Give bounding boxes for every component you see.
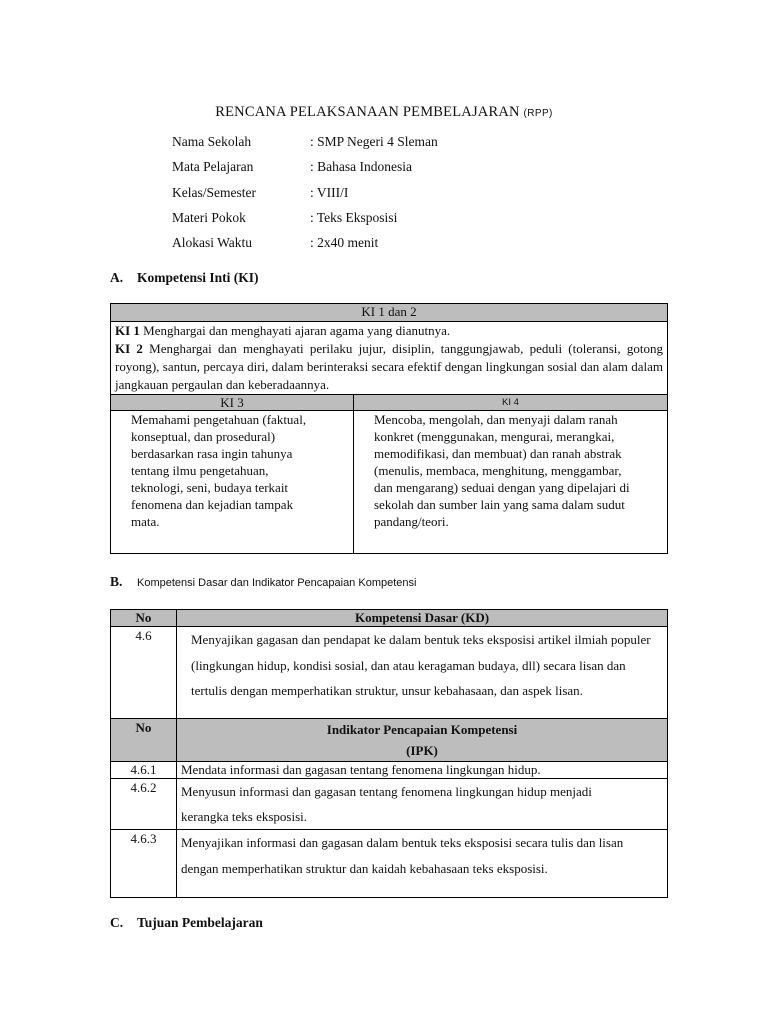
- section-title: Tujuan Pembelajaran: [137, 915, 263, 930]
- title-suffix: (RPP): [523, 108, 553, 119]
- ipk-text: Menyusun informasi dan gagasan tentang fenomena lingkungan hidup menjadi kerangka teks eksposisi.: [177, 779, 668, 830]
- ipk-row: [111, 762, 668, 779]
- col-no-header: No: [111, 610, 177, 627]
- ki4-header: KI 4: [354, 395, 668, 411]
- identity-row: [172, 134, 438, 159]
- ki-header-row: [111, 304, 668, 322]
- ki-table: [110, 303, 668, 554]
- ipk-header-line2: (IPK): [406, 743, 438, 758]
- ki12-body-row: [111, 322, 668, 395]
- section-a-heading: [110, 270, 259, 286]
- col-kd-header: Kompetensi Dasar (KD): [177, 610, 668, 627]
- section-c-heading: [110, 915, 263, 931]
- ki4-text: Mencoba, mengolah, dan menyaji dalam ranah konkret (menggunakan, mengurai, merangkai, memodifikasi, dan membuat) dan ranah abstrak (menulis, membaca, menghitung, menggambar, dan mengarang) seduai dengan yang dipelajari di sekolah dan sumber lain yang sama dalam sudut pandang/teori.: [354, 411, 668, 554]
- identity-label: Materi Pokok: [172, 209, 246, 225]
- ki1-text: Menghargai dan menghayati ajaran agama yang dianutnya.: [139, 323, 451, 338]
- section-title: Kompetensi Dasar dan Indikator Pencapaian Kompetensi: [137, 577, 417, 589]
- ki2-line: [115, 340, 663, 394]
- ipk-no: 4.6.2: [111, 779, 177, 830]
- ki34-body-row: [111, 411, 668, 554]
- col-no2-header: No: [111, 719, 177, 762]
- identity-block: [172, 134, 438, 260]
- section-letter: A.: [110, 270, 124, 285]
- identity-label: Nama Sekolah: [172, 134, 252, 149]
- section-letter: C.: [110, 915, 124, 930]
- ipk-header-row: [111, 719, 668, 762]
- identity-value: : VIII/I: [310, 184, 349, 200]
- ki1-label: KI 1: [115, 323, 140, 338]
- ipk-no: 4.6.1: [111, 762, 177, 779]
- identity-label: Kelas/Semester: [172, 184, 256, 200]
- ipk-header-line1: Indikator Pencapaian Kompetensi: [326, 722, 518, 737]
- kd-row: [111, 627, 668, 719]
- ipk-text: Menyajikan informasi dan gagasan dalam bentuk teks eksposisi secara tulis dan lisan dengan memperhatikan struktur dan kaidah kebahasaan teks eksposisi.: [177, 830, 668, 898]
- identity-row: [172, 210, 438, 235]
- document-title: [0, 104, 768, 121]
- identity-label: Alokasi Waktu: [172, 235, 253, 251]
- ipk-text: Mendata informasi dan gagasan tentang fenomena lingkungan hidup.: [177, 762, 668, 779]
- identity-row: [172, 235, 438, 260]
- identity-row: [172, 185, 438, 210]
- ki2-text: Menghargai dan menghayati perilaku jujur, disiplin, tanggungjawab, peduli (toleransi, gotong royong), santun, percaya diri, dalam berinteraksi secara efektif dengan lingkungan sosial dan alam dalam jangkauan pergaulan dan keberadaannya.: [115, 341, 663, 392]
- title-main: RENCANA PELAKSANAAN PEMBELAJARAN: [215, 104, 520, 120]
- ki2-label: KI 2: [115, 341, 143, 356]
- ki3-text: Memahami pengetahuan (faktual, konseptual, dan prosedural) berdasarkan rasa ingin tahunya tentang ilmu pengetahuan, teknologi, seni, budaya terkait fenomena dan kejadian tampak mata.: [111, 411, 354, 554]
- kd-text-body: Menyajikan gagasan dan pendapat ke dalam bentuk teks eksposisi artikel ilmiah populer (lingkungan hidup, kondisi sosial, dan atau keragaman budaya, dll) secara lisan dan tertulis dengan memperhatikan struktur, unsur kebahasaan, dan aspek lisan.: [191, 632, 651, 698]
- section-b-heading: [110, 574, 416, 590]
- section-title: Kompetensi Inti (KI): [137, 270, 259, 285]
- identity-value: : Teks Eksposisi: [310, 209, 398, 225]
- kd-text: [177, 627, 668, 719]
- ki34-header-row: [111, 395, 668, 411]
- ki3-header: KI 3: [111, 395, 354, 411]
- kd-no: 4.6: [111, 627, 177, 719]
- identity-value: : 2x40 menit: [310, 235, 379, 251]
- ipk-row: [111, 779, 668, 830]
- ki1-line: [115, 322, 663, 340]
- kd-header-row: [111, 610, 668, 627]
- ipk-row: [111, 830, 668, 898]
- identity-label: Mata Pelajaran: [172, 159, 254, 175]
- identity-row: [172, 159, 438, 184]
- identity-value: : Bahasa Indonesia: [310, 159, 412, 175]
- ki12-header: KI 1 dan 2: [111, 304, 668, 322]
- kd-table: [110, 609, 668, 898]
- ki12-body: [111, 322, 668, 395]
- col-ipk-header: [177, 719, 668, 762]
- identity-value: : SMP Negeri 4 Sleman: [310, 134, 438, 149]
- ipk-no: 4.6.3: [111, 830, 177, 898]
- section-letter: B.: [110, 574, 123, 589]
